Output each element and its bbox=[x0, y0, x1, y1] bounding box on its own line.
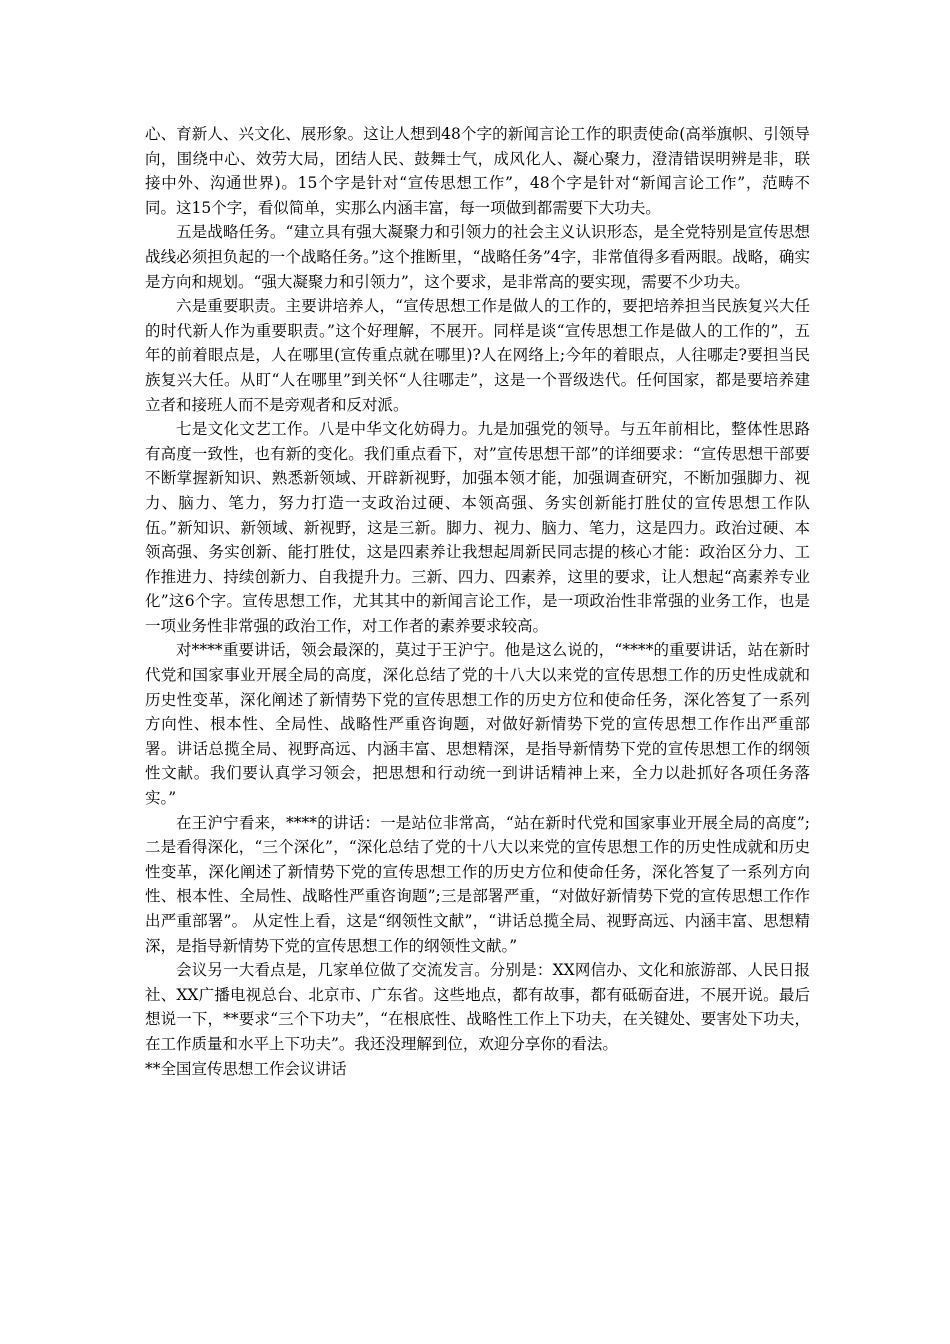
paragraph-wang-huning-quote: 对****重要讲话，领会最深的，莫过于王沪宁。他是这么说的，“****的重要讲话，站在新时代党和国家事业开展全局的高度，深化总结了党的十八大以来党的宣传思想工作的历史性成就和历史性变革，深化阐述了新情势下党的宣传思想工作的历史方位和使命任务，深化答复了一系列方向性、根本性、全局性、战略性严重咨询题，对做好新情势下党的宣传思想工作作出严重部署。讲话总揽全局、视野高远、内涵丰富、思想精深，是指导新情势下党的宣传思想工作的纲领性文献。我们要认真学习领会，把思想和行动统一到讲话精神上来，全力以赴抓好各项任务落实。” bbox=[145, 641, 810, 808]
paragraph-wang-huning-analysis: 在王沪宁看来，****的讲话：一是站位非常高，“站在新时代党和国家事业开展全局的高度”;二是看得深化，“三个深化”，“深化总结了党的十八大以来党的宣传思想工作的历史性成就和历史性变革，深化阐述了新情势下党的宣传思想工作的历史方位和使命任务，深化答复了一系列方向性、根本性、全局性、战略性严重咨询题”;三是部署严重，“对做好新情势下党的宣传思想工作作出严重部署”。 从定性上看，这是“纲领性文献”，“讲话总揽全局、视野高远、内涵丰富、思想精深，是指导新情势下党的宣传思想工作的纲领性文献。” bbox=[145, 813, 810, 955]
paragraph-strategic-task: 五是战略任务。“建立具有强大凝聚力和引领力的社会主义认识形态，是全党特别是宣传思想战线必须担负起的一个战略任务。”这个推断里，“战略任务”4字，非常值得多看两眼。战略，确实是方向和规划。“强大凝聚力和引领力”，这个要求，是非常高的要实现，需要不少功夫。 bbox=[145, 223, 810, 291]
document-page bbox=[145, 122, 810, 1081]
document-footer-title: **全国宣传思想工作会议讲话 bbox=[145, 1059, 347, 1078]
paragraph-exchange-speeches: 会议另一大看点是，几家单位做了交流发言。分别是：XX网信办、文化和旅游部、人民日报社、XX广播电视总台、北京市、广东省。这些地点，都有故事，都有砥砺奋进，不展开说。最后想说一下，**要求“三个下功夫”，“在根底性、战略性工作上下功夫，在关键处、要害处下功夫，在工作质量和水平上下功夫”。我还没理解到位，欢迎分享你的看法。 bbox=[145, 961, 810, 1053]
paragraph-important-duty: 六是重要职责。主要讲培养人，“宣传思想工作是做人的工作的，要把培养担当民族复兴大任的时代新人作为重要职责。”这个好理解，不展开。同样是谈“宣传思想工作是做人的工作的”，五年的前着眼点是，人在哪里(宣传重点就在哪里)?人在网络上;今年的着眼点，人往哪走?要担当民族复兴大任。从盯“人在哪里”到关怀“人往哪走”，这是一个晋级迭代。任何国家，都是要培养建立者和接班人而不是旁观者和反对派。 bbox=[145, 297, 810, 414]
paragraph-intro-continuation: 心、育新人、兴文化、展形象。这让人想到48个字的新闻言论工作的职责使命(高举旗帜、引领导向，围绕中心、效劳大局，团结人民、鼓舞士气，成风化人、凝心聚力，澄清错误明辨是非，联接中外、沟通世界)。15个字是针对“宣传思想工作”，48个字是针对“新闻言论工作”，范畴不同。这15个字，看似简单，实那么内涵丰富，每一项做到都需要下大功夫。 bbox=[145, 125, 810, 217]
paragraph-culture-work: 七是文化文艺工作。八是中华文化妨碍力。九是加强党的领导。与五年前相比，整体性思路有高度一致性，也有新的变化。我们重点看下，对”宣传思想干部”的详细要求：“宣传思想干部要不断掌握新知识、熟悉新领域、开辟新视野，加强本领才能，加强调查研究，不断加强脚力、视力、脑力、笔力，努力打造一支政治过硬、本领高强、务实创新能打胜仗的宣传思想工作队伍。”新知识、新领域、新视野，这是三新。脚力、视力、脑力、笔力，这是四力。政治过硬、本领高强、务实创新、能打胜仗，这是四素养让我想起周新民同志提的核心才能：政治区分力、工作推进力、持续创新力、自我提升力。三新、四力、四素养，这里的要求，让人想起“高素养专业化”这6个字。宣传思想工作，尤其其中的新闻言论工作，是一项政治性非常强的业务工作，也是一项业务性非常强的政治工作，对工作者的素养要求较高。 bbox=[145, 420, 810, 635]
